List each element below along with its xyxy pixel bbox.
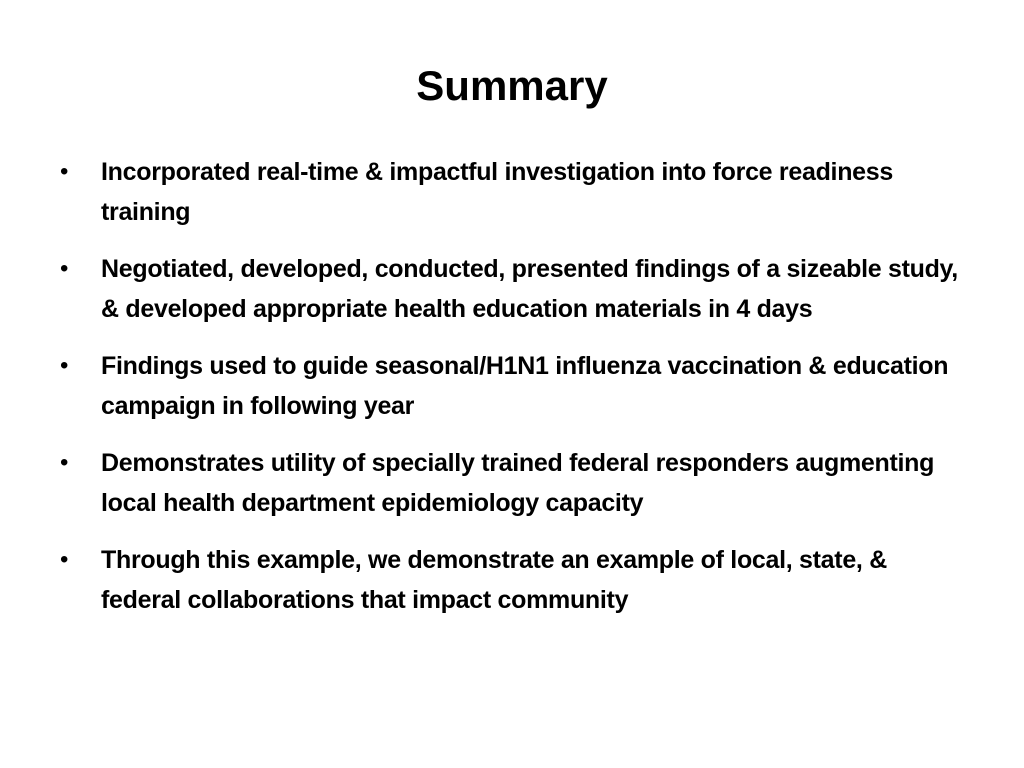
bullet-text: Negotiated, developed, conducted, presented findings of a sizeable study, & developed appropriate health education materials in 4 days: [101, 255, 958, 323]
bullet-icon: •: [60, 255, 69, 282]
bullet-text: Incorporated real-time & impactful investigation into force readiness training: [101, 158, 893, 226]
bullet-item: [60, 249, 960, 329]
slide-title: Summary: [416, 62, 608, 109]
bullet-icon: •: [60, 546, 69, 573]
bullet-text: Findings used to guide seasonal/H1N1 influenza vaccination & education campaign in following year: [101, 352, 949, 420]
bullet-item: [60, 540, 960, 620]
bullet-text: Through this example, we demonstrate an example of local, state, & federal collaborations that impact community: [101, 546, 887, 614]
bullet-item: [60, 443, 960, 523]
bullet-icon: •: [60, 449, 69, 476]
bullet-icon: •: [60, 158, 69, 185]
bullet-item: [60, 346, 960, 426]
bullet-text: Demonstrates utility of specially trained federal responders augmenting local health department epidemiology capacity: [101, 449, 935, 517]
bullet-icon: •: [60, 352, 69, 379]
bullet-item: [60, 152, 960, 232]
bullet-list: [60, 152, 960, 637]
